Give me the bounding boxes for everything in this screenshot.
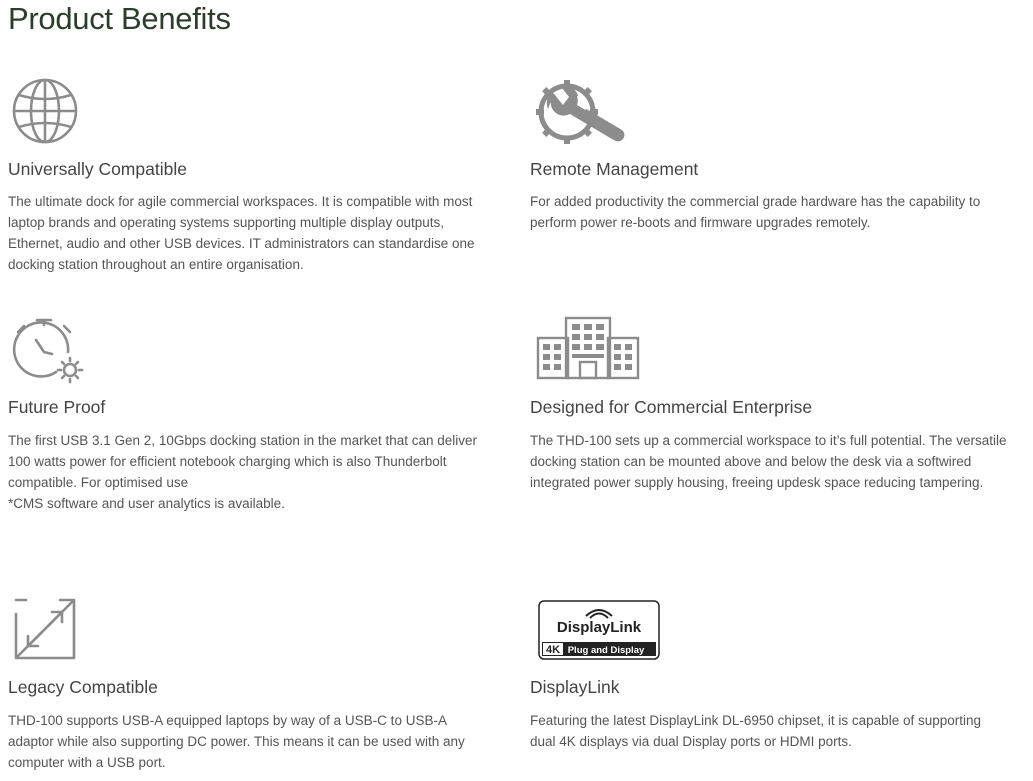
benefit-legacy-compatible [8,596,503,781]
description-line: perform power re-boots and firmware upgrades remotely. [530,215,871,230]
description-line: Featuring the latest DisplayLink DL-6950 chipset, it is capable of supporting [530,713,982,728]
description-line: The first USB 3.1 Gen 2, 10Gbps docking station in the market that can deliver [8,433,477,448]
description-line: docking station throughout an entire organisation. [8,257,304,272]
benefit-title: Universally Compatible [8,159,187,179]
globe-icon [11,77,79,145]
benefit-description [8,430,503,514]
benefit-description [530,710,1025,752]
page-title: Product Benefits [8,1,231,36]
description-line: Ethernet, audio and other USB devices. IT administrators can standardise one [8,236,475,251]
resize-arrows-icon [12,596,78,662]
description-line: For added productivity the commercial grade hardware has the capability to [530,194,981,209]
benefit-description [530,430,1025,493]
benefit-displaylink [530,596,1025,781]
benefit-remote-management [530,76,1025,276]
description-line: *CMS software and user analytics is available. [8,496,285,511]
benefit-title: DisplayLink [530,677,620,697]
description-line: integrated power supply housing, freeing updesk space reducing tampering. [530,475,984,490]
description-line: adaptor while also supporting DC power. This means it can be used with any [8,734,465,749]
benefit-universally-compatible [8,76,503,276]
benefit-title: Future Proof [8,397,106,417]
benefit-description [8,710,503,773]
description-line: The THD-100 sets up a commercial workspace to it’s full potential. The versatile [530,433,1007,448]
logo-tagline: Plug and Display [567,645,645,656]
benefit-title: Remote Management [530,159,699,179]
description-line: The ultimate dock for agile commercial workspaces. It is compatible with most [8,194,473,209]
benefit-commercial-enterprise [530,316,1025,516]
wrench-gear-icon [534,78,630,150]
description-line: docking station can be mounted above and below the desk via a softwired [530,454,972,469]
benefit-title: Legacy Compatible [8,677,158,697]
description-line: laptop brands and operating systems supporting multiple display outputs, [8,215,445,230]
description-line: computer with a USB port. [8,755,166,770]
description-line: compatible. For optimised use [8,475,189,490]
benefit-future-proof [8,316,503,516]
description-line: THD-100 supports USB-A equipped laptops by way of a USB-C to USB-A [8,713,447,728]
description-line: 100 watts power for efficient notebook charging which is also Thunderbolt [8,454,447,469]
displaylink-logo [538,600,660,660]
buildings-icon [534,316,644,382]
logo-brand: DisplayLink [556,619,642,636]
benefit-title: Designed for Commercial Enterprise [530,397,813,417]
stopwatch-icon [12,316,88,386]
logo-badge: 4K [545,644,561,656]
benefit-description [530,191,1025,233]
benefit-description [8,191,503,275]
description-line: dual 4K displays via dual Display ports or HDMI ports. [530,734,852,749]
